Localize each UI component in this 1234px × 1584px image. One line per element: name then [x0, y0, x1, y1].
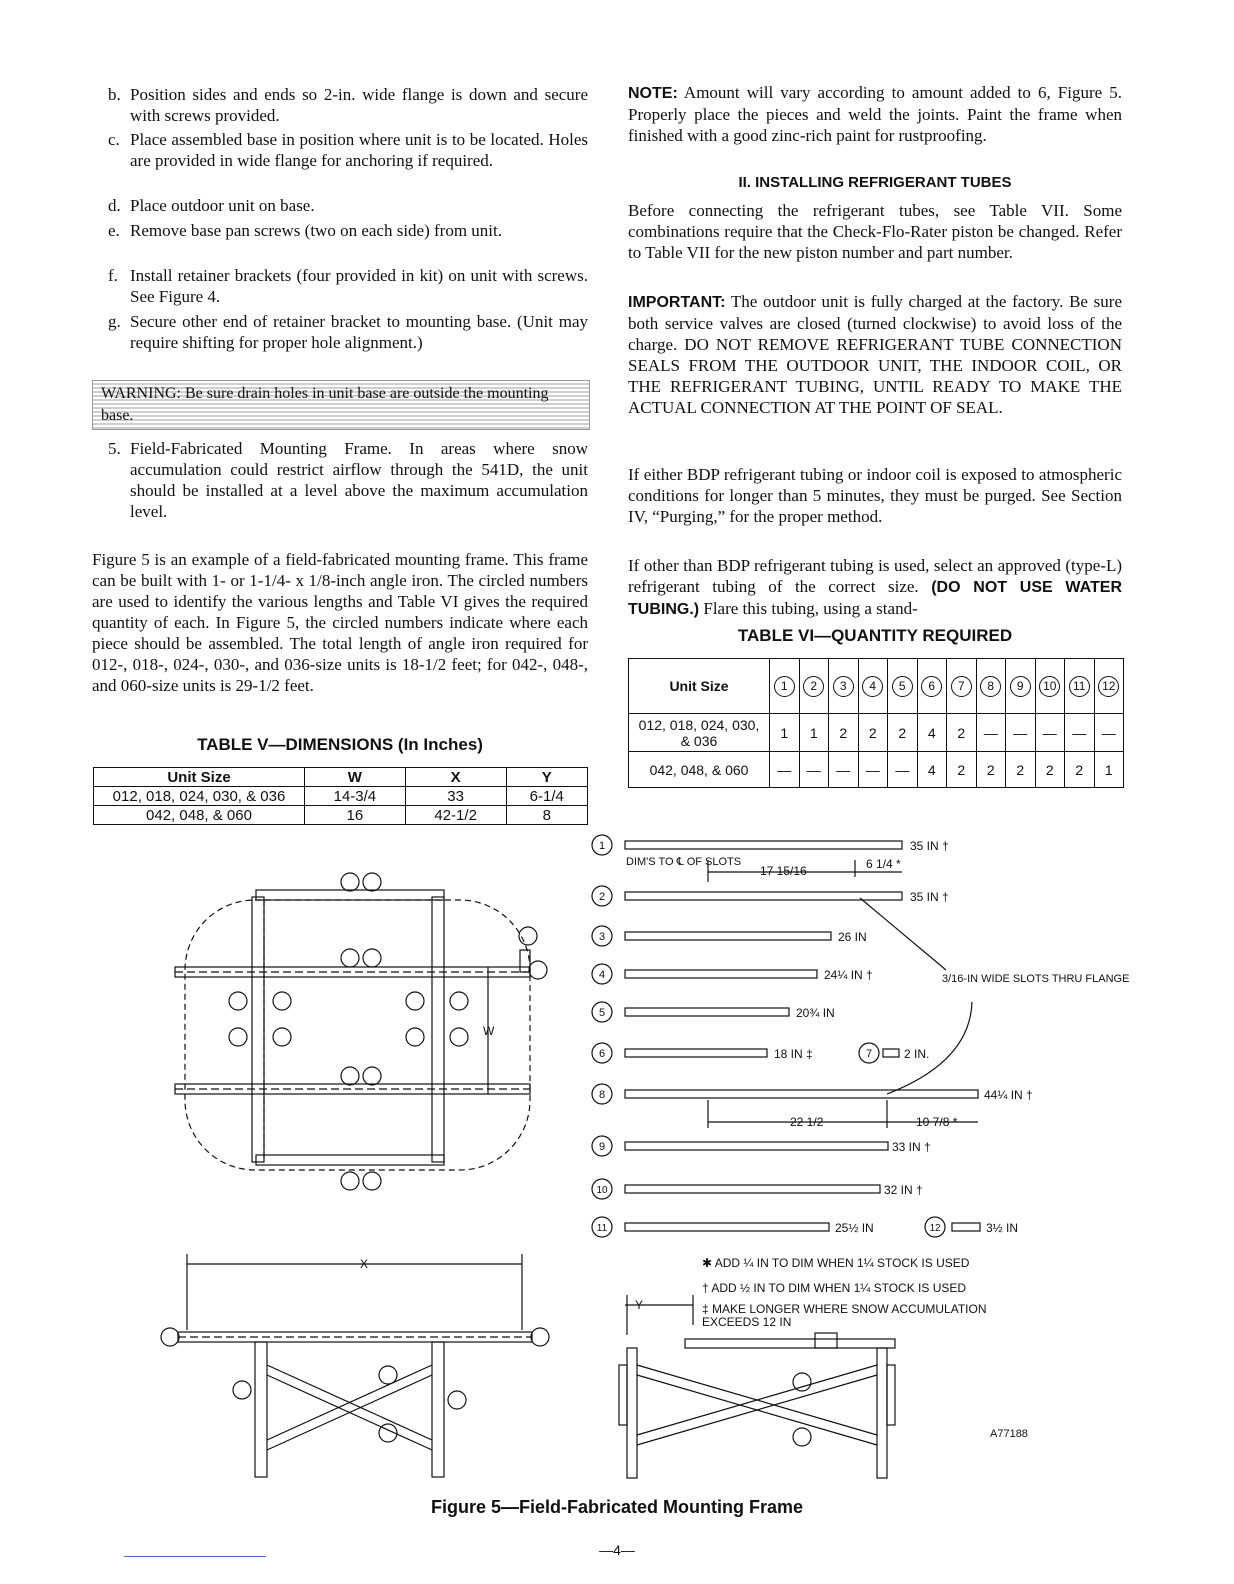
paragraph-1: Before connecting the refrigerant tubes, see Table VII. Some combinations require that the Check-Flo-Rater piston be changed. Refer to Table VII for the new piston number and part number. [628, 201, 1122, 262]
table5-cell: 042, 048, & 060 [94, 806, 305, 825]
piece-num: 4 [598, 969, 606, 981]
paragraph-2: If either BDP refrigerant tubing or indoor coil is exposed to atmospheric conditions for longer than 5 minutes, they must be purged. See Section IV, “Purging,” for the proper method. [628, 465, 1122, 526]
top-view-diagram [170, 860, 580, 1190]
piece-header: 2 [799, 659, 829, 714]
x-dimension-label: X [360, 1257, 369, 1271]
table5-header: Y [506, 768, 587, 787]
important-label: IMPORTANT: [628, 294, 726, 311]
list-item-e: e. Remove base pan screws (two on each side) from unit. [108, 221, 502, 240]
page-number: —4— [599, 1542, 635, 1558]
piece-length: 2 IN. [904, 1047, 930, 1061]
piece-header: 11 [1065, 659, 1095, 714]
piece-length: 25½ IN [835, 1221, 874, 1235]
note-text: Amount will vary according to amount added to 6, Figure 5. Properly place the pieces and weld the joints. Paint the frame when finished with a good zinc-rich paint for rustproofing. [628, 83, 1122, 145]
list-item-b: b. Position sides and ends so 2-in. wide flange is down and secure with screws provided. [108, 85, 588, 125]
list-item-c: c. Place assembled base in position where unit is to be located. Holes are provided in wide flange for anchoring if required. [108, 130, 588, 170]
piece-length: 18 IN ‡ [774, 1047, 813, 1061]
list-item-f: f. Install retainer brackets (four provided in kit) on unit with screws. See Figure 4. [108, 266, 588, 306]
list-item-g: g. Secure other end of retainer bracket to mounting base. (Unit may require shifting for proper hole alignment.) [108, 312, 588, 352]
table5-header: Unit Size [94, 768, 305, 787]
table5-cell: 8 [506, 806, 587, 825]
footnote-3: ‡ MAKE LONGER WHERE SNOW ACCUMULATION EXCEEDS 12 IN [702, 1302, 987, 1329]
paragraph-3 [628, 555, 1122, 620]
piece-length: 20¾ IN [796, 1006, 835, 1020]
paragraph-3-tail: Flare this tubing, using a stand- [703, 599, 918, 618]
table5-cell: 33 [405, 787, 506, 806]
table5-header: X [405, 768, 506, 787]
table6-size: 012, 018, 024, 030, & 036 [629, 714, 770, 752]
table5-header: W [305, 768, 406, 787]
table-row: 042, 048, & 060 — — — — — 4 2 2 2 2 2 1 [629, 752, 1124, 788]
dim-label: 6 1/4 * [866, 857, 901, 871]
dims-to-slots-label: DIM'S TO ℄ OF SLOTS [626, 856, 742, 868]
piece-length: 3½ IN [986, 1221, 1019, 1235]
piece-num: 9 [598, 1141, 606, 1153]
piece-num: 10 [596, 1185, 608, 1196]
piece-length: 44¼ IN † [984, 1088, 1033, 1102]
section-title: II. INSTALLING REFRIGERANT TUBES [738, 174, 1012, 191]
list-item-5: 5. Field-Fabricated Mounting Frame. In areas where snow accumulation could restrict airflow through the 541D, the unit should be installed at a level above the maximum accumulation level. [108, 439, 588, 521]
y-dimension-label: Y [635, 1298, 644, 1312]
important-paragraph [628, 291, 1122, 418]
dim-label: 17 15/16 [760, 864, 807, 878]
important-text: The outdoor unit is fully charged at the factory. Be sure both service valves are closed (turned clockwise) to avoid loss of the charge. DO NOT REMOVE REFRIGERANT TUBE CONNECTION SEALS FROM THE OUTDOOR UNIT, THE INDOOR COIL, OR THE REFRIGERANT TUBING, UNTIL READY TO MAKE THE ACTUAL CONNECTION AT THE POINT OF SEAL. [628, 292, 1122, 417]
piece-num: 8 [598, 1089, 606, 1101]
piece-length: 24¼ IN † [824, 968, 873, 982]
piece-header: 8 [976, 659, 1006, 714]
figure-code: A77188 [990, 1428, 1028, 1440]
table6-title: TABLE VI—QUANTITY REQUIRED [737, 626, 1013, 645]
dim-label: 22 1/2 [790, 1115, 824, 1129]
table5-title: TABLE V—DIMENSIONS (In Inches) [197, 735, 483, 754]
table5-cell: 012, 018, 024, 030, & 036 [94, 787, 305, 806]
slots-label: 3/16-IN WIDE SLOTS THRU FLANGE [942, 973, 1130, 985]
table6-size: 042, 048, & 060 [629, 752, 770, 788]
piece-num: 7 [865, 1048, 873, 1060]
piece-num: 6 [598, 1048, 606, 1060]
piece-length: 33 IN † [892, 1140, 931, 1154]
piece-length: 32 IN † [884, 1183, 923, 1197]
piece-length: 35 IN † [910, 890, 949, 904]
piece-header: 4 [858, 659, 888, 714]
piece-header: 1 [770, 659, 800, 714]
table5-cell: 16 [305, 806, 406, 825]
table-row [94, 806, 588, 825]
piece-num: 1 [598, 840, 606, 852]
table-row: 012, 018, 024, 030, & 036 1 1 2 2 2 4 2 — — — — — [629, 714, 1124, 752]
piece-length: 35 IN † [910, 839, 949, 853]
table5-cell: 42-1/2 [405, 806, 506, 825]
piece-header: 12 [1094, 659, 1124, 714]
piece-header: 10 [1035, 659, 1065, 714]
footnote-1: ✱ ADD ¼ IN TO DIM WHEN 1¼ STOCK IS USED [702, 1256, 970, 1270]
paragraph-3-text: If other than BDP refrigerant tubing is used, select an approved (type-L) refrigerant tubing of the correct size. [628, 556, 1122, 596]
side-view-diagram [605, 1295, 1045, 1485]
piece-header: 5 [888, 659, 918, 714]
pieces-diagram [590, 832, 1130, 1252]
figure-caption: Figure 5—Field-Fabricated Mounting Frame [430, 1497, 804, 1517]
front-view-diagram [150, 1250, 570, 1480]
piece-header: 6 [917, 659, 947, 714]
list-item-d: d. Place outdoor unit on base. [108, 196, 315, 215]
note-label: NOTE: [628, 85, 678, 102]
table5-cell: 6-1/4 [506, 787, 587, 806]
piece-num: 11 [596, 1223, 608, 1234]
warning-box [92, 380, 590, 430]
paragraph-3-bold: (DO NOT USE WATER TUBING.) [628, 579, 1123, 618]
table6-header-label: Unit Size [629, 659, 770, 714]
table5 [93, 767, 588, 825]
footer-rule [124, 1556, 266, 1557]
note-paragraph [628, 82, 1122, 146]
table-row [94, 787, 588, 806]
piece-length: 26 IN [838, 930, 867, 944]
piece-num: 12 [929, 1223, 941, 1234]
piece-num: 5 [598, 1007, 606, 1019]
table5-cell: 14-3/4 [305, 787, 406, 806]
dim-label: 10 7/8 * [916, 1115, 958, 1129]
figure5-paragraph: Figure 5 is an example of a field-fabricated mounting frame. This frame can be built with 1- or 1-1/4- x 1/8-inch angle iron. The circled numbers are used to identify the various lengths and Table VI gives the required quantity of each. In Figure 5, the circled numbers indicate where each piece should be assembled. The total length of angle iron required for 012-, 018-, 024-, 030-, and 036-size units is 18-1/2 feet; for 042-, 048-, and 060-size units is 29-1/2 feet. [92, 550, 588, 695]
piece-header: 7 [947, 659, 977, 714]
piece-header: 9 [1006, 659, 1036, 714]
footnote-2: † ADD ½ IN TO DIM WHEN 1¼ STOCK IS USED [702, 1281, 967, 1295]
piece-num: 3 [598, 931, 606, 943]
table6 [628, 658, 1124, 788]
piece-header: 3 [829, 659, 859, 714]
warning-text: WARNING: Be sure drain holes in unit base are outside the mounting base. [101, 385, 549, 424]
w-dimension-label: W [483, 1024, 495, 1038]
piece-num: 2 [598, 891, 606, 903]
